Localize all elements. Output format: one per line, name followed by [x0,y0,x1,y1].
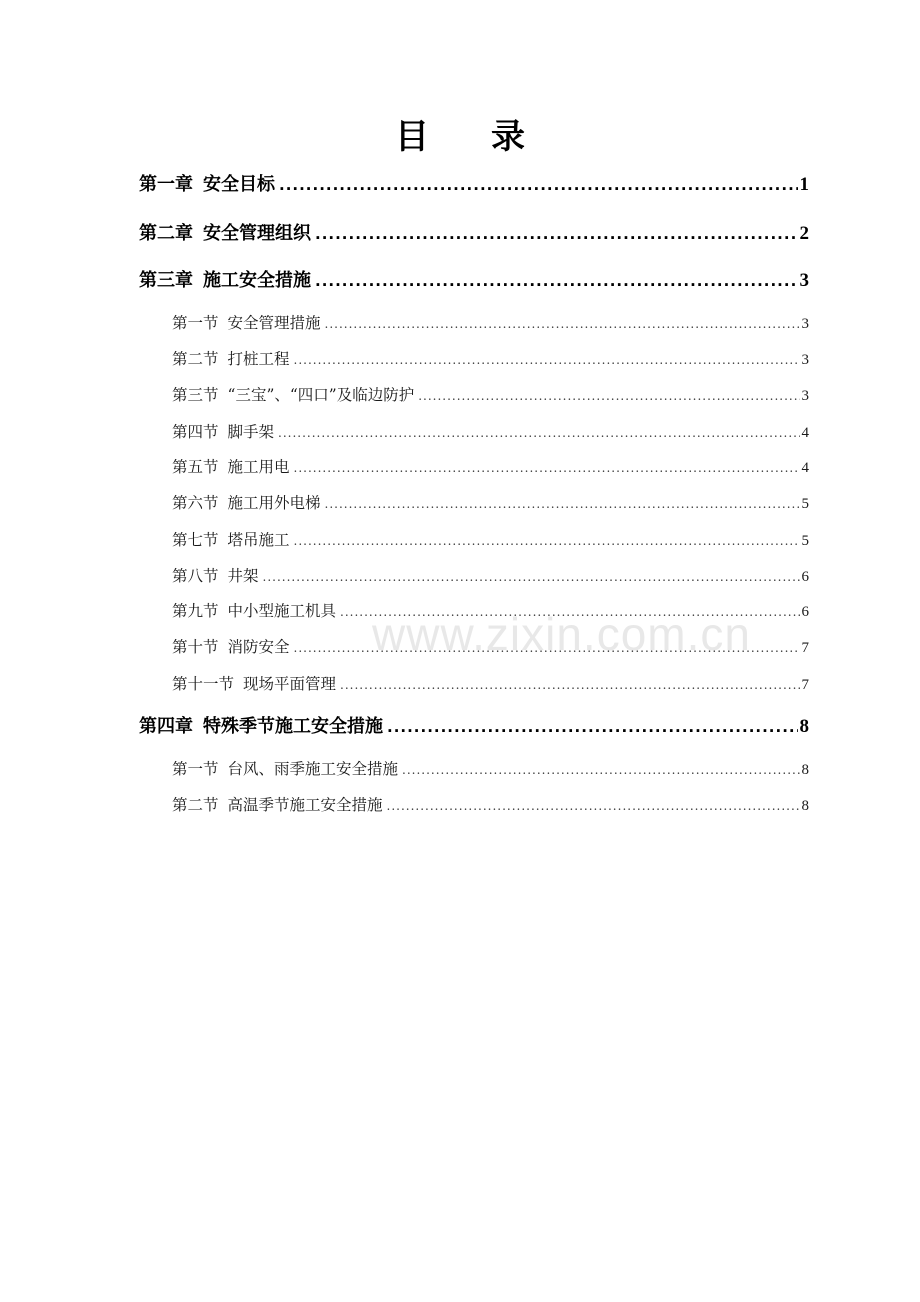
toc-entry-page: 2 [799,223,809,244]
toc-entry-page: 8 [799,716,809,737]
dot-leader [294,347,800,372]
toc-entry-label: 井架 [227,567,259,585]
toc-entry-label: 高温季节施工安全措施 [227,796,383,814]
dot-leader [278,420,799,445]
toc-section-row[interactable] [172,792,809,818]
toc-entry-number: 第四章 [139,716,193,737]
toc-chapter-row[interactable] [139,219,809,249]
toc-entry-number: 第二节 [172,796,219,814]
toc-section-row[interactable] [172,563,809,589]
toc-entry-page: 8 [801,798,809,814]
dot-leader [340,672,799,697]
toc-entry-number: 第九节 [172,602,219,620]
toc-entry-label: 安全管理措施 [227,314,321,332]
toc-chapter-row[interactable] [139,266,809,296]
toc-entry-number: 第一节 [172,760,219,778]
toc-entry-number: 第三节 [172,386,219,404]
dot-leader [315,266,798,296]
toc-title-second-char: 录 [491,117,525,157]
toc-entry-label: 台风、雨季施工安全措施 [227,760,399,778]
toc-section-row[interactable] [172,527,809,553]
toc-entry-page: 5 [801,533,809,549]
toc-entry-page: 1 [799,174,809,195]
toc-entry-label: 施工用外电梯 [227,494,321,512]
toc-entry-label: 安全管理组织 [203,223,311,244]
toc-section-row[interactable] [172,598,809,624]
dot-leader [315,219,798,249]
toc-entry-label: 现场平面管理 [243,675,337,693]
toc-entry-number: 第六节 [172,494,219,512]
toc-section-row[interactable] [172,310,809,336]
dot-leader [294,635,800,660]
toc-entry-label: 安全目标 [203,174,275,195]
toc-chapter-row[interactable] [139,170,809,200]
toc-entry-number: 第一节 [172,314,219,332]
toc-chapter-row[interactable] [139,712,809,742]
toc-entry-number: 第三章 [139,270,193,291]
toc-entry-page: 4 [801,425,809,441]
dot-leader [387,712,798,742]
toc-entry-label: 消防安全 [227,638,290,656]
toc-entry-label: 塔吊施工 [227,531,290,549]
toc-entry-number: 第二章 [139,223,193,244]
toc-section-row[interactable] [172,454,809,480]
toc-entry-page: 3 [801,316,809,332]
toc-entry-label: 施工用电 [227,458,290,476]
dot-leader [402,757,799,782]
toc-entry-label: 中小型施工机具 [227,602,337,620]
toc-entry-label: “三宝”、“四口”及临边防护 [227,386,415,404]
toc-section-row[interactable] [172,419,809,445]
dot-leader [340,599,799,624]
toc-entry-page: 3 [801,352,809,368]
toc-entry-page: 8 [801,762,809,778]
dot-leader [325,311,800,336]
toc-entry-page: 3 [799,270,809,291]
toc-entry-label: 打桩工程 [227,350,290,368]
dot-leader [279,170,798,200]
toc-title-first-char: 目 [395,117,429,157]
toc-entry-number: 第八节 [172,567,219,585]
toc-entry-number: 第十一节 [172,675,235,693]
toc-entry-label: 特殊季节施工安全措施 [203,716,383,737]
toc-entry-label: 施工安全措施 [203,270,311,291]
toc-entry-page: 7 [801,677,809,693]
toc-entry-page: 5 [801,496,809,512]
toc-entry-page: 7 [801,640,809,656]
toc-entry-page: 6 [801,569,809,585]
toc-entry-number: 第七节 [172,531,219,549]
toc-entry-page: 4 [801,460,809,476]
toc-entry-number: 第二节 [172,350,219,368]
toc-section-row[interactable] [172,634,809,660]
toc-entry-number: 第五节 [172,458,219,476]
dot-leader [263,564,800,589]
watermark: www.zixin.com.cn [372,608,751,660]
dot-leader [325,491,800,516]
toc-entry-number: 第十节 [172,638,219,656]
toc-section-row[interactable] [172,756,809,782]
dot-leader [294,528,800,553]
toc-entry-page: 6 [801,604,809,620]
toc-entry-number: 第一章 [139,174,193,195]
dot-leader [294,455,800,480]
toc-section-row[interactable] [172,490,809,516]
toc-section-row[interactable] [172,671,809,697]
toc-section-row[interactable] [172,382,809,408]
toc-section-row[interactable] [172,346,809,372]
toc-entry-number: 第四节 [172,423,219,441]
dot-leader [387,793,800,818]
toc-entry-label: 脚手架 [227,423,275,441]
dot-leader [418,383,799,408]
toc-entry-page: 3 [801,388,809,404]
